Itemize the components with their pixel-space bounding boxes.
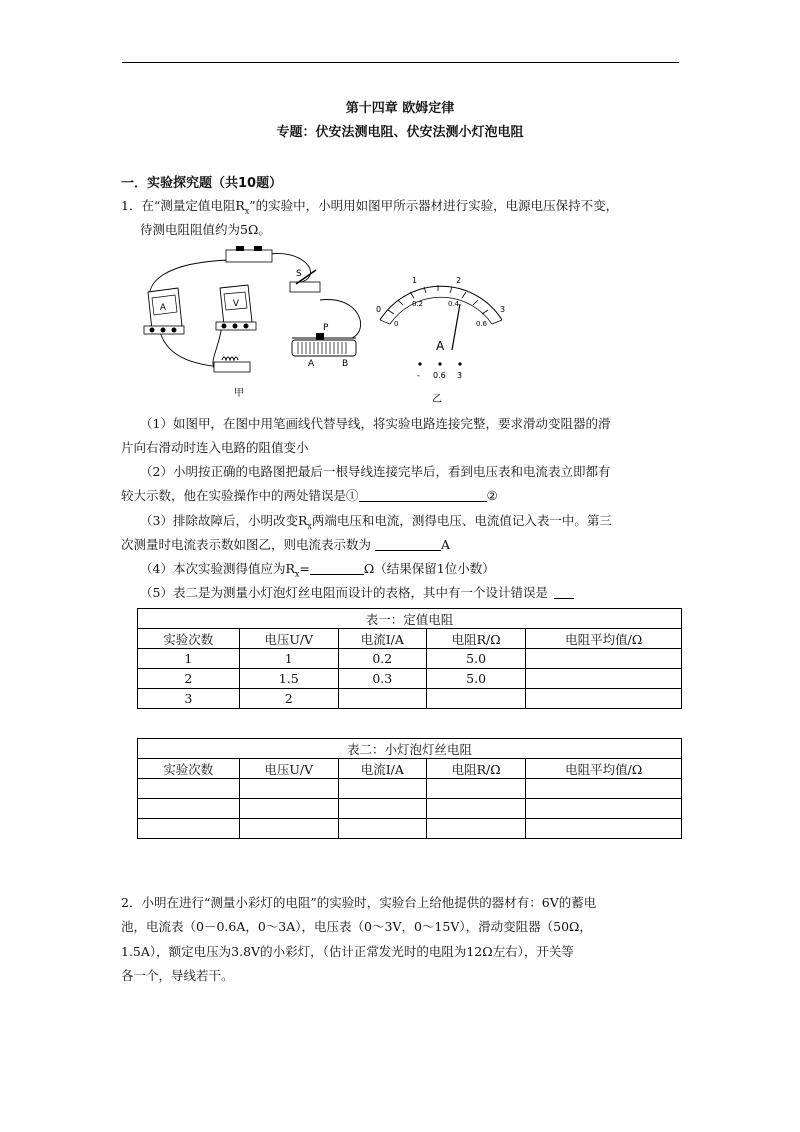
table-2-caption: 表二：小灯泡灯丝电阻 [138,739,682,759]
scale-top-3: 3 [500,305,506,314]
table-1 [137,608,682,709]
terminal-neg: - [417,371,420,380]
voltmeter-icon [216,285,256,330]
header-rule [122,62,679,63]
meter-v-label: V [232,299,240,309]
dial-a-label: A [436,339,445,353]
end-b-label: B [342,359,349,369]
scale-inner-06: 0.6 [476,320,488,328]
figure-jia-label: 甲 [234,388,244,399]
q2-line2: 池，电流表（0－0.6A，0～3A），电压表（0～3V，0～15V），滑动变阻器（50Ω， [121,919,592,934]
end-a-label: A [308,359,315,369]
q2-line3: 1.5A），额定电压为3.8V的小彩灯，（估计正常发光时的电阻为12Ω左右），开关等 [121,944,574,959]
terminal-3: 3 [457,371,463,380]
table-2 [137,738,682,839]
meter-a-label: A [159,303,167,313]
dial-ammeter-icon [376,276,505,380]
table-row: 2 1.5 0.3 5.0 [138,669,682,689]
q1-stem-line2: 待测电阻阻值约为5Ω。 [140,222,271,237]
q2-line4: 各一个，导线若干。 [121,968,234,983]
battery-icon [226,246,272,262]
section-heading: 一．实验探究题（共10题） [121,176,283,191]
answer-blank-4[interactable] [554,585,574,599]
answer-blank-3[interactable] [310,561,364,575]
table-row: 1 1 0.2 5.0 [138,649,682,669]
table-row [138,799,682,819]
table-2-header: 实验次数 电压U/V 电流I/A 电阻R/Ω 电阻平均值/Ω [138,759,682,779]
q1-part3-a: （3）排除故障后，小明改变$R_x$两端电压和电流，测得电压、电流值记入表一中。第三 [140,513,612,531]
scale-top-0: 0 [376,305,382,314]
wire-2 [270,253,311,285]
rheostat-icon [292,323,356,369]
scale-top-2: 2 [456,276,462,285]
table-row [138,819,682,839]
resistor-icon [214,357,250,372]
q1-figure [130,240,530,404]
answer-blank-1[interactable] [359,488,487,502]
slider-p-label: P [323,323,329,333]
table-1-caption: 表一：定值电阻 [138,609,682,629]
q1-part3-b: 次测量时电流表示数如图乙，则电流表示数为 A [121,537,451,552]
q1-part2-a: （2）小明按正确的电路图把最后一根导线连接完毕后，看到电压表和电流表立即都有 [140,464,611,479]
switch-label: S [296,269,302,279]
answer-blank-2[interactable] [375,537,441,551]
topic-title: 专题：伏安法测电阻、伏安法测小灯泡电阻 [276,125,524,140]
q1-part4: （4）本次实验测得值应为$R_x= \Omega$（结果保留1位小数） [140,561,495,579]
terminal-06: 0.6 [433,371,446,380]
table-1-header: 实验次数 电压U/V 电流I/A 电阻R/Ω 电阻平均值/Ω [138,629,682,649]
chapter-title: 第十四章 欧姆定律 [345,101,455,116]
q1-part1-a: （1）如图甲，在图中用笔画线代替导线，将实验电路连接完整，要求滑动变阻器的滑 [140,416,611,431]
table-row [138,779,682,799]
ammeter-icon [144,288,184,334]
table-row: 3 2 [138,689,682,709]
figure-yi-label: 乙 [432,394,442,404]
scale-inner-0: 0 [394,320,399,328]
scale-inner-04: 0.4 [448,300,460,308]
q1-stem-line1: 1．在“测量定值电阻$R_x$”的实验中，小明用如图甲所示器材进行实验，电源电压保持不变， [121,198,619,216]
scale-top-1: 1 [412,276,418,285]
q2-line1: 2．小明在进行“测量小彩灯的电阻”的实验时，实验台上给他提供的器材有：6V的蓄电 [121,895,597,910]
q1-part2-b: 较大示数，他在实验操作中的两处错误是① ② [121,488,498,503]
q1-part1-b: 片向右滑动时连入电路的阻值变小 [121,440,309,455]
q1-part5: （5）表二是为测量小灯泡灯丝电阻而设计的表格，其中有一个设计错误是 [140,583,574,601]
scale-inner-02: 0.2 [412,300,424,308]
